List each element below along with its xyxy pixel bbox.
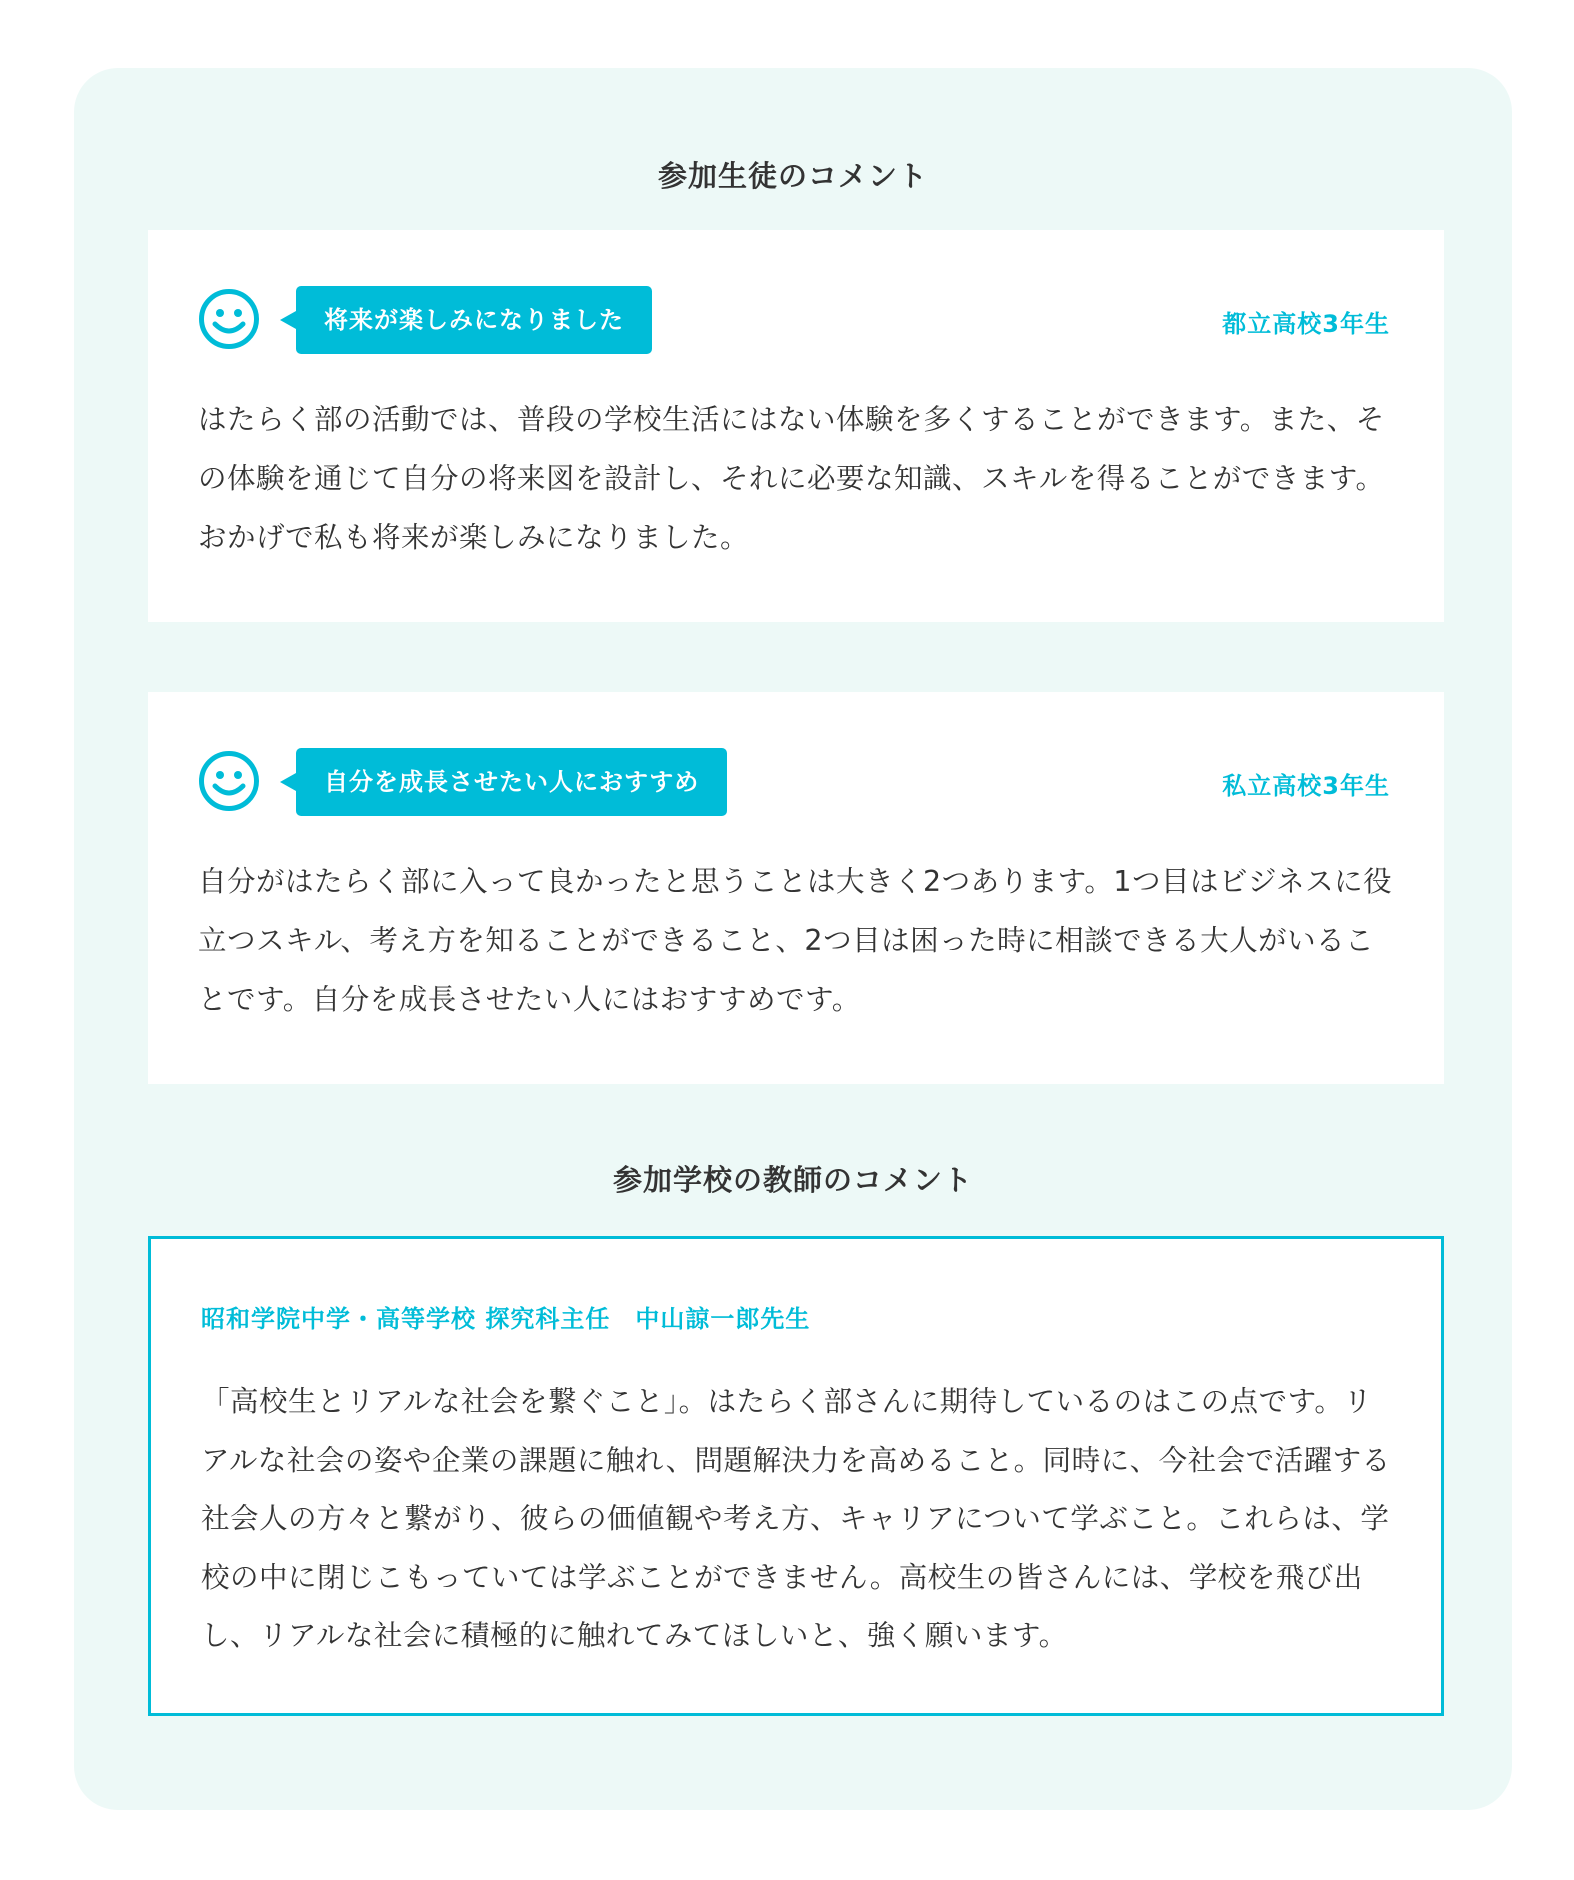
comment-header bbox=[198, 748, 1390, 818]
comment-headline: 将来が楽しみになりました bbox=[296, 286, 652, 354]
comments-panel bbox=[74, 68, 1512, 1810]
smiley-face-icon bbox=[198, 288, 260, 350]
student-grade: 私立高校3年生 bbox=[1222, 772, 1390, 800]
teachers-section-title: 参加学校の教師のコメント bbox=[612, 1163, 973, 1197]
student-comment-card bbox=[148, 692, 1444, 1084]
comment-headline: 自分を成長させたい人におすすめ bbox=[296, 748, 727, 816]
comment-body: 自分がはたらく部に入って良かったと思うことは大きく2つあります。1つ目はビジネスに役立つスキル、考え方を知ることができること、2つ目は困った時に相談できる大人がいることです。自分を成長させたい人にはおすすめです。 bbox=[198, 865, 1393, 1016]
teacher-comment-card bbox=[148, 1236, 1444, 1716]
students-section-title: 参加生徒のコメント bbox=[657, 159, 928, 193]
smiley-face-icon bbox=[198, 750, 260, 812]
comment-body: はたらく部の活動では、普段の学校生活にはない体験を多くすることができます。また、その体験を通じて自分の将来図を設計し、それに必要な知識、スキルを得ることができます。おかげで私も将来が楽しみになりました。 bbox=[198, 403, 1385, 554]
teacher-name: 昭和学院中学・高等学校 探究科主任 中山諒一郎先生 bbox=[201, 1305, 811, 1333]
student-comment-card bbox=[148, 230, 1444, 622]
student-grade: 都立高校3年生 bbox=[1222, 310, 1390, 338]
comment-header bbox=[198, 286, 1390, 356]
teacher-comment-body: 「高校生とリアルな社会を繋ぐこと」。はたらく部さんに期待しているのはこの点です。リアルな社会の姿や企業の課題に触れ、問題解決力を高めること。同時に、今社会で活躍する社会人の方々と繋がり、彼らの価値観や考え方、キャリアについて学ぶこと。これらは、学校の中に閉じこもっていては学ぶことができません。高校生の皆さんには、学校を飛び出し、リアルな社会に積極的に触れてみてほしいと、強く願います。 bbox=[201, 1385, 1391, 1652]
